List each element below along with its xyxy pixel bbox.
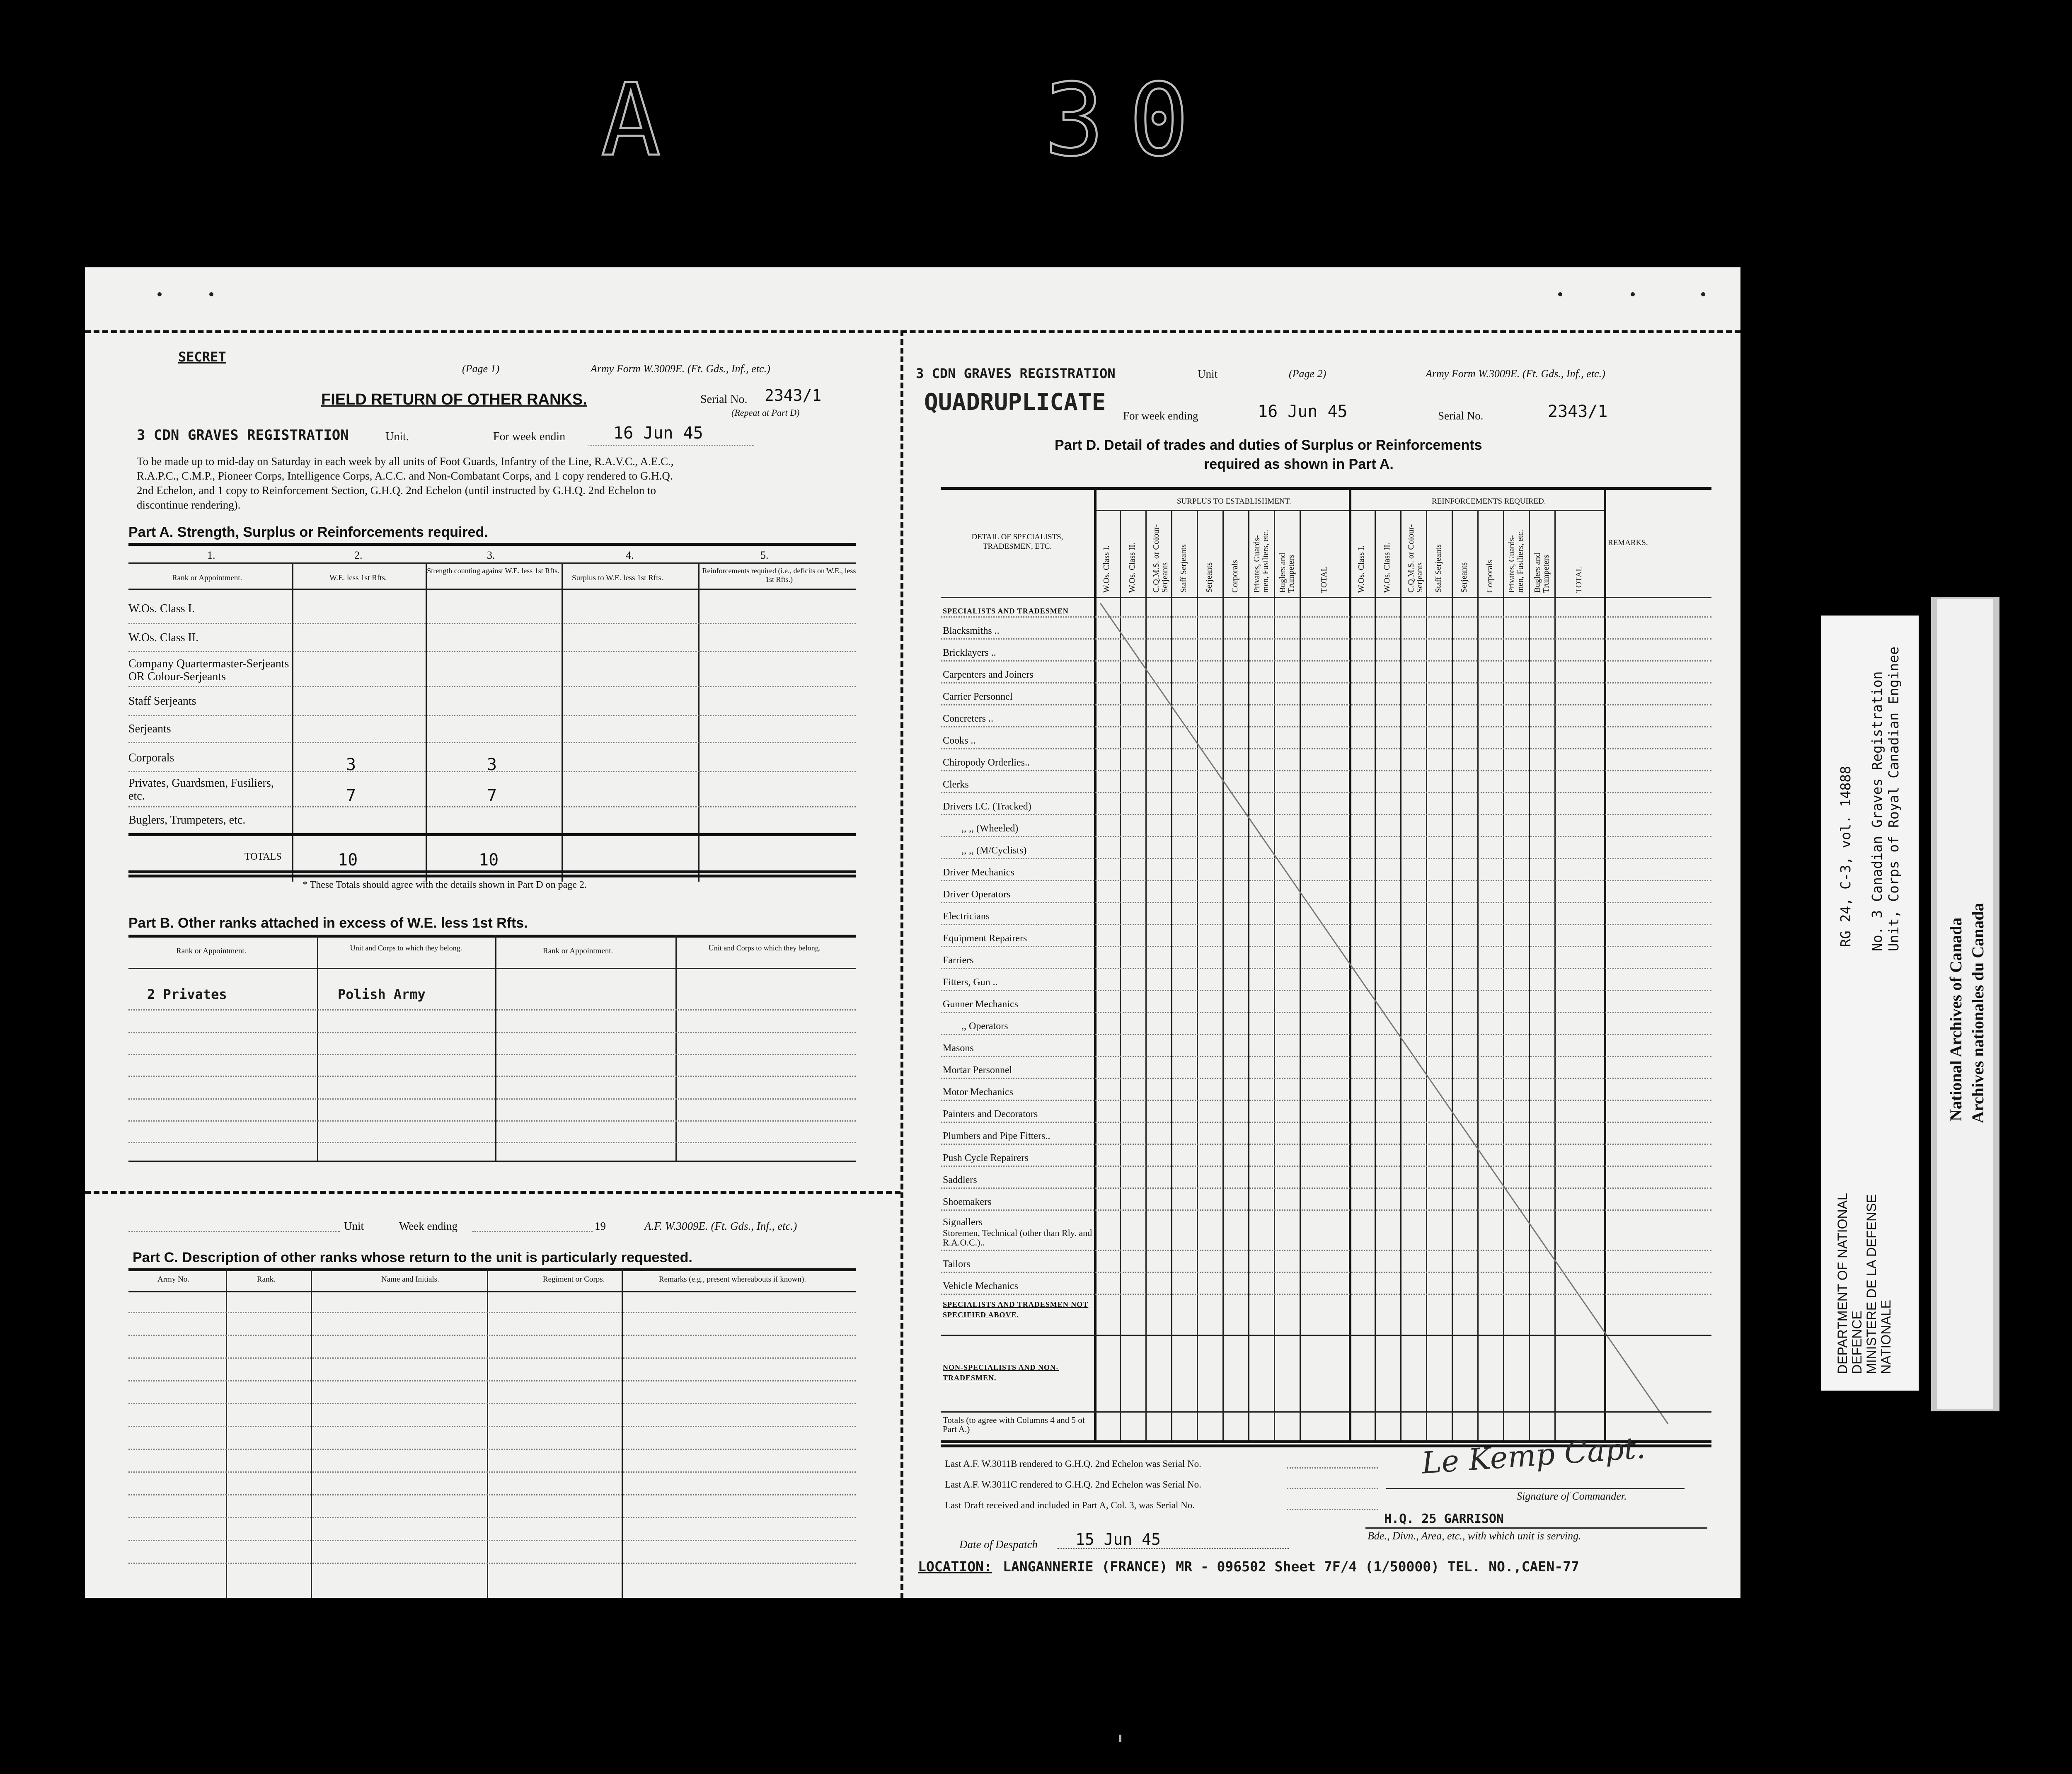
part-c-title: Part C. Description of other ranks whose return to the unit is particularly requested. — [133, 1250, 692, 1265]
row-rule — [941, 682, 1711, 683]
sub-col-header: Staff Serjeants — [1179, 544, 1188, 593]
fill-line — [1287, 1509, 1378, 1510]
row-rule — [941, 1056, 1711, 1057]
row-rule — [941, 616, 1711, 618]
sub-col-header: TOTAL — [1319, 566, 1329, 593]
row-label: Clerks — [943, 779, 969, 790]
week-label: For week endin — [493, 430, 566, 443]
sub-col-header: Privates, Guards-men, Fusiliers, etc. — [1252, 530, 1270, 593]
row-rule — [941, 836, 1711, 837]
stub-line — [472, 1231, 593, 1232]
col-header: Strength counting against W.E. less 1st Rfts. — [427, 567, 559, 575]
last-line: Last A.F. W.3011C rendered to G.H.Q. 2nd Echelon was Serial No. — [945, 1479, 1201, 1490]
sub-col-header: W.Os. Class I. — [1102, 545, 1111, 593]
row-rule — [128, 771, 856, 772]
row-rule — [941, 880, 1711, 881]
privates-strength: 7 — [487, 786, 497, 805]
row-label: Vehicle Mechanics — [943, 1281, 1018, 1292]
archives-french: Archives nationales du Canada — [1968, 903, 1987, 1123]
col-header: Reinforcements required (i.e., deficits on W.E., less 1st Rfts.) — [702, 567, 856, 584]
row-rule — [128, 1403, 856, 1404]
p2-form-label: Army Form W.3009E. (Ft. Gds., Inf., etc.) — [1426, 368, 1605, 380]
frame-tick — [1119, 1735, 1121, 1742]
serial-label: Serial No. — [700, 393, 748, 406]
part-c-rule — [128, 1268, 856, 1271]
p2-serial-label: Serial No. — [1438, 410, 1484, 422]
col-divider — [495, 935, 496, 1161]
punch-dot — [209, 292, 213, 296]
col-divider — [311, 1268, 312, 1598]
row-rule — [941, 1294, 1711, 1295]
rank-label: Corporals — [128, 751, 174, 764]
col-number: 3. — [487, 549, 495, 561]
row-rule — [941, 902, 1711, 903]
part-a-title: Part A. Strength, Surplus or Reinforcements required. — [128, 524, 488, 540]
part-b-rank-entry: 2 Privates — [147, 986, 227, 1002]
p2-unit-value: 3 CDN GRAVES REGISTRATION — [916, 366, 1116, 381]
rank-label: W.Os. Class II. — [128, 631, 199, 644]
rank-label: W.Os. Class I. — [128, 602, 195, 615]
row-rule — [128, 1054, 856, 1055]
row-label: Chiropody Orderlies.. — [943, 757, 1030, 768]
row-label: ,, ,, (Wheeled) — [961, 823, 1019, 834]
unit-value: 3 CDN GRAVES REGISTRATION — [137, 427, 349, 444]
col-divider — [487, 1268, 488, 1598]
totals-rule — [128, 875, 856, 877]
row-rule — [128, 686, 856, 687]
row-rule — [941, 770, 1711, 771]
row-rule — [941, 792, 1711, 793]
row-rule — [941, 748, 1711, 749]
row-label: Tailors — [943, 1259, 971, 1270]
part-a-rule — [128, 543, 856, 546]
row-label: Masons — [943, 1043, 974, 1054]
punch-dot — [1631, 292, 1635, 296]
corporals-we: 3 — [346, 755, 356, 774]
part-d-rule — [941, 487, 1711, 490]
col-header: W.E. less 1st Rfts. — [329, 574, 387, 582]
row-rule — [941, 1012, 1711, 1013]
department-line: NATIONALE — [1878, 1300, 1893, 1374]
despatch-label: Date of Despatch — [959, 1538, 1038, 1551]
sub-col-header: C.Q.M.S. or Colour-Serjeants — [1152, 524, 1169, 593]
row-rule — [128, 1032, 856, 1033]
privates-we: 7 — [346, 786, 356, 805]
stub-line — [128, 1231, 340, 1232]
row-rule — [128, 1449, 856, 1450]
row-label: ,, Operators — [961, 1021, 1008, 1032]
col-header: Name and Initials. — [381, 1275, 439, 1284]
department-line: MINISTERE DE LA DEFENSE — [1864, 1194, 1879, 1374]
field-return-sheet — [85, 267, 1740, 1598]
rank-label: Staff Serjeants — [128, 695, 196, 708]
surplus-header: SURPLUS TO ESTABLISHMENT. — [1177, 497, 1291, 506]
sub-col-header: Corporals — [1230, 560, 1239, 593]
quadruplicate-stamp: QUADRUPLICATE — [924, 389, 1106, 416]
col-header: Rank. — [257, 1275, 276, 1284]
week-value: 16 Jun 45 — [613, 424, 703, 443]
row-rule — [128, 1540, 856, 1541]
col-header: Regiment or Corps. — [543, 1275, 605, 1284]
row-rule — [128, 1009, 856, 1011]
sub-col-header: W.Os. Class II. — [1382, 543, 1392, 593]
row-label: SPECIALISTS AND TRADESMEN — [943, 607, 1069, 615]
instruction-line: To be made up to mid-day on Saturday in each week by all units of Foot Guards, Infantry of the Line, R.A.V.C., A.E.C., — [137, 455, 674, 468]
col-divider — [226, 1268, 227, 1598]
row-label: Shoemakers — [943, 1197, 992, 1207]
col-header: Army No. — [157, 1275, 190, 1284]
col-divider — [675, 935, 677, 1161]
rank-label: Buglers, Trumpeters, etc. — [128, 814, 246, 826]
row-rule — [128, 715, 856, 716]
totals-rule — [128, 870, 856, 873]
row-rule — [128, 1517, 856, 1518]
row-label: SPECIALISTS AND TRADESMEN NOT SPECIFIED ABOVE. — [943, 1300, 1089, 1319]
row-rule — [941, 858, 1711, 859]
row-label: Electricians — [943, 911, 990, 922]
sub-col-header: Privates, Guards-men, Fusiliers, etc. — [1507, 530, 1525, 593]
punch-dot — [157, 292, 162, 296]
row-label: Bricklayers .. — [943, 647, 996, 658]
row-rule — [128, 806, 856, 807]
row-label: Totals (to agree with Columns 4 and 5 of Part A.) — [943, 1415, 1085, 1435]
row-rule — [941, 1122, 1711, 1123]
row-rule — [128, 1563, 856, 1564]
frame-number-mark: 30 — [1044, 62, 1214, 178]
col-number: 1. — [207, 549, 215, 561]
diagonal-strike-line — [1092, 599, 1693, 1436]
col-header: Unit and Corps to which they belong. — [708, 944, 821, 952]
col-divider — [622, 1268, 623, 1598]
corporals-strength: 3 — [487, 755, 497, 774]
last-line: Last A.F. W.3011B rendered to G.H.Q. 2nd Echelon was Serial No. — [945, 1459, 1201, 1469]
sub-col-header: Serjeants — [1460, 562, 1469, 593]
row-label: Signallers — [943, 1217, 983, 1228]
totals-strength: 10 — [479, 851, 499, 870]
part-b-rule — [128, 968, 856, 969]
row-label: Concreters .. — [943, 713, 993, 724]
row-label: Driver Operators — [943, 889, 1011, 900]
col-header: Remarks (e.g., present whereabouts if known). — [659, 1275, 806, 1284]
form-label: Army Form W.3009E. (Ft. Gds., Inf., etc.) — [591, 363, 770, 375]
totals-label: TOTALS — [244, 851, 282, 862]
week-underline — [588, 445, 754, 446]
punch-dot — [1701, 292, 1705, 296]
location-label: LOCATION: — [918, 1558, 992, 1575]
detail-header: DETAIL OF SPECIALISTS, TRADESMEN, ETC. — [971, 533, 1063, 551]
row-rule — [941, 1034, 1711, 1035]
row-rule — [941, 924, 1711, 925]
row-label: Driver Mechanics — [943, 867, 1014, 878]
part-c-rule — [128, 1291, 856, 1292]
reinf-header: REINFORCEMENTS REQUIRED. — [1432, 497, 1546, 506]
sub-col-header: Staff Serjeants — [1434, 544, 1443, 593]
row-rule — [128, 1426, 856, 1427]
row-rule — [128, 651, 856, 652]
archives-english: National Archives of Canada — [1946, 917, 1965, 1121]
perforation-top — [85, 330, 1740, 333]
p2-page-label: (Page 2) — [1289, 368, 1326, 380]
part-b-rule — [128, 935, 856, 938]
row-label: Fitters, Gun .. — [943, 977, 998, 988]
col-number: 4. — [626, 549, 634, 561]
fill-line — [1287, 1488, 1378, 1489]
department-line: DEPARTMENT OF NATIONAL — [1835, 1193, 1850, 1374]
col-header: Rank or Appointment. — [543, 947, 613, 955]
signature-line — [1386, 1488, 1685, 1489]
row-label: Farriers — [943, 955, 974, 966]
row-rule — [128, 742, 856, 743]
department-label — [1821, 616, 1919, 1391]
sub-col-header: W.Os. Class I. — [1357, 545, 1366, 593]
row-rule — [941, 946, 1711, 947]
col-header: Unit and Corps to which they belong. — [350, 944, 462, 952]
despatch-value: 15 Jun 45 — [1075, 1530, 1161, 1549]
row-rule — [128, 623, 856, 624]
sub-col-header: Corporals — [1485, 560, 1494, 593]
row-rule — [128, 1076, 856, 1077]
instruction-line: R.A.P.C., C.M.P., Pioneer Corps, Intelligence Corps, A.C.C. and Non-Combatant Corps, and 1 copy rendered to G.H.Q. — [137, 470, 673, 482]
row-rule — [941, 1078, 1711, 1079]
p2-week-value: 16 Jun 45 — [1258, 402, 1348, 421]
frame-letter-mark: A — [601, 62, 686, 178]
row-label: Cooks .. — [943, 735, 976, 746]
row-rule — [128, 1494, 856, 1495]
row-rule — [128, 1471, 856, 1473]
col-header: Rank or Appointment. — [172, 574, 242, 582]
signature-label: Signature of Commander. — [1517, 1490, 1627, 1502]
col-number: 2. — [354, 549, 363, 561]
row-rule — [128, 1098, 856, 1100]
col-header: Surplus to W.E. less 1st Rfts. — [572, 574, 663, 582]
part-b-rule — [128, 1161, 856, 1162]
row-rule — [941, 1411, 1711, 1413]
commander-signature: Le Kemp Capt. — [1420, 1430, 1647, 1481]
row-rule — [941, 726, 1711, 727]
last-line: Last Draft received and included in Part A, Col. 3, was Serial No. — [945, 1500, 1195, 1510]
col-divider — [317, 935, 318, 1161]
unit-label: Unit. — [385, 430, 409, 443]
description-line: Unit, Corps of Royal Canadian Enginee — [1886, 646, 1902, 951]
perforation-stub — [85, 1191, 900, 1194]
row-label: Plumbers and Pipe Fitters.. — [943, 1131, 1051, 1141]
row-rule — [941, 1100, 1711, 1101]
sub-col-header: Buglers and Trumpeters — [1278, 553, 1296, 593]
row-label: Blacksmiths .. — [943, 625, 1000, 636]
reference-number: RG 24, C-3, vol. 14888 — [1837, 766, 1854, 947]
stub-unit-label: Unit — [344, 1220, 364, 1232]
serial-note: (Repeat at Part D) — [731, 407, 800, 418]
row-label: Push Cycle Repairers — [943, 1153, 1029, 1163]
despatch-line — [1057, 1548, 1289, 1549]
row-rule — [941, 704, 1711, 705]
row-rule — [941, 968, 1711, 969]
part-b-unit-entry: Polish Army — [338, 986, 426, 1002]
row-rule — [128, 1380, 856, 1381]
department-line: DEFENCE — [1849, 1311, 1864, 1374]
sub-col-header: C.Q.M.S. or Colour-Serjeants — [1406, 524, 1424, 593]
row-label: Gunner Mechanics — [943, 999, 1018, 1010]
row-rule — [941, 1144, 1711, 1145]
stub-form: A.F. W.3009E. (Ft. Gds., Inf., etc.) — [644, 1220, 797, 1232]
totals-rule — [128, 833, 856, 836]
rank-label: Company Quartermaster-Serjeants OR Colour-Serjeants — [128, 657, 289, 683]
remarks-header: REMARKS. — [1608, 538, 1648, 547]
page-label: (Page 1) — [462, 363, 500, 375]
archives-label — [1937, 599, 1993, 1409]
part-a-rule — [128, 589, 856, 590]
stub-year: 19 — [595, 1220, 606, 1232]
row-rule — [128, 1142, 856, 1143]
punch-dot — [1558, 292, 1562, 296]
p2-week-label: For week ending — [1123, 410, 1198, 422]
p2-serial-value: 2343/1 — [1548, 402, 1608, 421]
part-b-title: Part B. Other ranks attached in excess of W.E. less 1st Rfts. — [128, 915, 528, 931]
location-value: LANGANNERIE (FRANCE) MR - 096502 Sheet 7F/4 (1/50000) TEL. NO.,CAEN-77 — [1003, 1558, 1579, 1575]
rank-label: Serjeants — [128, 722, 171, 735]
sub-col-header: Buglers and Trumpeters — [1533, 553, 1551, 593]
part-a-note: * These Totals should agree with the details shown in Part D on page 2. — [303, 880, 587, 890]
sub-col-header: W.Os. Class II. — [1128, 543, 1137, 593]
instruction-line: 2nd Echelon, and 1 copy to Reinforcement Section, G.H.Q. 2nd Echelon (until instructed by G.H.Q. 2nd Echelon to — [137, 484, 656, 497]
sub-col-header: Serjeants — [1205, 562, 1214, 593]
part-a-rule — [128, 562, 856, 564]
perforation-center — [900, 330, 903, 1598]
hq-label: Bde., Divn., Area, etc., with which unit is serving. — [1368, 1530, 1581, 1542]
row-rule — [941, 814, 1711, 815]
row-label: Drivers I.C. (Tracked) — [943, 801, 1031, 812]
row-rule — [941, 1272, 1711, 1273]
hq-value: H.Q. 25 GARRISON — [1384, 1512, 1504, 1526]
rank-label: Privates, Guardsmen, Fusiliers, etc. — [128, 777, 274, 802]
row-label: ,, ,, (M/Cyclists) — [961, 845, 1027, 856]
row-label: Painters and Decorators — [943, 1109, 1038, 1120]
row-rule — [128, 1335, 856, 1336]
row-rule — [941, 1209, 1711, 1211]
fill-line — [1287, 1467, 1378, 1469]
row-rule — [941, 660, 1711, 662]
row-rule — [941, 638, 1711, 640]
part-d-title-2: required as shown in Part A. — [1204, 456, 1394, 472]
row-rule — [941, 1335, 1711, 1336]
row-rule — [941, 1166, 1711, 1167]
classification: SECRET — [178, 349, 226, 365]
part-d-rule — [941, 597, 1711, 598]
row-rule — [128, 1120, 856, 1122]
row-label: Motor Mechanics — [943, 1087, 1013, 1098]
row-label: Storemen, Technical (other than Rly. and R.A.O.C.).. — [943, 1228, 1092, 1248]
row-label: Mortar Personnel — [943, 1065, 1012, 1076]
col-header: Rank or Appointment. — [176, 947, 247, 955]
row-rule — [128, 1357, 856, 1359]
row-rule — [941, 1250, 1711, 1251]
row-label: Equipment Repairers — [943, 933, 1027, 944]
row-label: Saddlers — [943, 1175, 977, 1185]
serial-value: 2343/1 — [765, 386, 822, 405]
description-line: No. 3 Canadian Graves Registration — [1869, 671, 1885, 951]
row-rule — [128, 1312, 856, 1313]
row-label: Carrier Personnel — [943, 691, 1013, 702]
hq-line — [1365, 1527, 1707, 1529]
row-label: NON-SPECIALISTS AND NON-TRADESMEN. — [943, 1363, 1059, 1382]
row-rule — [941, 990, 1711, 991]
row-label: Carpenters and Joiners — [943, 669, 1034, 680]
col-number: 5. — [760, 549, 769, 561]
totals-we: 10 — [338, 851, 358, 870]
sub-col-header: TOTAL — [1574, 566, 1583, 593]
part-d-title: Part D. Detail of trades and duties of Surplus or Reinforcements — [1055, 437, 1482, 453]
p2-unit-label: Unit — [1198, 368, 1218, 380]
row-rule — [941, 1188, 1711, 1189]
stub-week-label: Week ending — [399, 1220, 458, 1232]
page-title: FIELD RETURN OF OTHER RANKS. — [321, 391, 587, 408]
instruction-line: discontinue rendering). — [137, 499, 241, 511]
